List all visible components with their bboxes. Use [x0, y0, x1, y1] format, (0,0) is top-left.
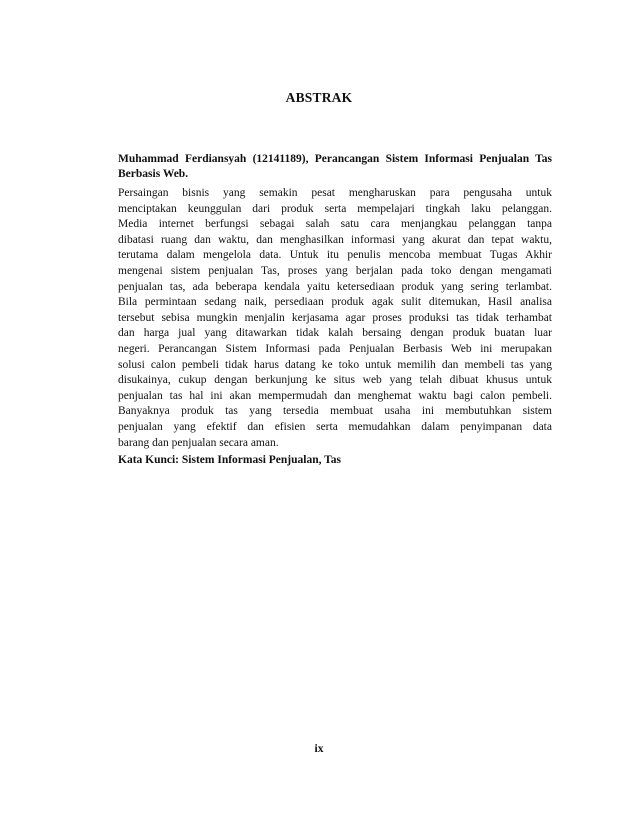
abstract-line: menciptakan keunggulan dari produk serta mempelajari tingkah laku pelanggan. [118, 202, 552, 215]
abstract-line: disukainya, cukup dengan berkunjung ke situs web yang telah dibuat khusus untuk [118, 374, 552, 387]
abstract-line: Bila permintaan sedang naik, persediaan produk agak sulit ditemukan, Hasil analisa [118, 296, 552, 309]
abstract-line: Banyaknya produk tas yang tersedia membuat usaha ini membutuhkan sistem [118, 405, 552, 418]
page-number: ix [314, 743, 324, 755]
abstract-line: Persaingan bisnis yang semakin pesat mengharuskan para pengusaha untuk [118, 187, 552, 199]
abstract-line: mengenai sistem penjualan Tas, proses yang berjalan pada toko dengan mengamati [118, 264, 552, 277]
abstract-line: penjualan tas, ada beberapa kendala yaitu ketersediaan produk yang sering terlambat. [118, 280, 552, 293]
abstract-line: Media internet berfungsi sebagai salah satu cara menjangkau pelanggan tanpa [118, 218, 552, 231]
abstract-paragraph [118, 186, 552, 451]
abstract-line: terutama dalam mengelola data. Untuk itu penulis mencoba membuat Tugas Akhir [118, 249, 552, 262]
abstract-line: penjualan yang efektif dan efisien serta memudahkan dalam penyimpanan data [118, 420, 552, 433]
abstract-line: penjualan tas hal ini akan mempermudah dan menghemat waktu bagi calon pembeli. [118, 389, 552, 402]
abstract-line: negeri. Perancangan Sistem Informasi pada Penjualan Berbasis Web ini merupakan [118, 342, 552, 355]
page-title: ABSTRAK [285, 90, 353, 105]
abstract-line: dibatasi ruang dan waktu, dan menghasilkan informasi yang akurat dan tepat waktu, [118, 233, 552, 246]
abstract-line: solusi calon pembeli tidak harus datang ke toko untuk memilih dan membeli tas yang [118, 358, 552, 371]
author-line: Muhammad Ferdiansyah (12141189), Perancangan Sistem Informasi Penjualan Tas Berbasis Web. [118, 153, 552, 180]
abstract-line: dan harga jual yang ditawarkan tidak kalah bersaing dengan produk buatan luar [118, 327, 552, 340]
abstract-line: barang dan penjualan secara aman. [118, 436, 279, 449]
abstract-line: tersebut sebisa mungkin menjalin kerjasama agar proses produksi tas tidak terhambat [118, 311, 552, 324]
keywords-line: Kata Kunci: Sistem Informasi Penjualan, Tas [118, 454, 341, 466]
